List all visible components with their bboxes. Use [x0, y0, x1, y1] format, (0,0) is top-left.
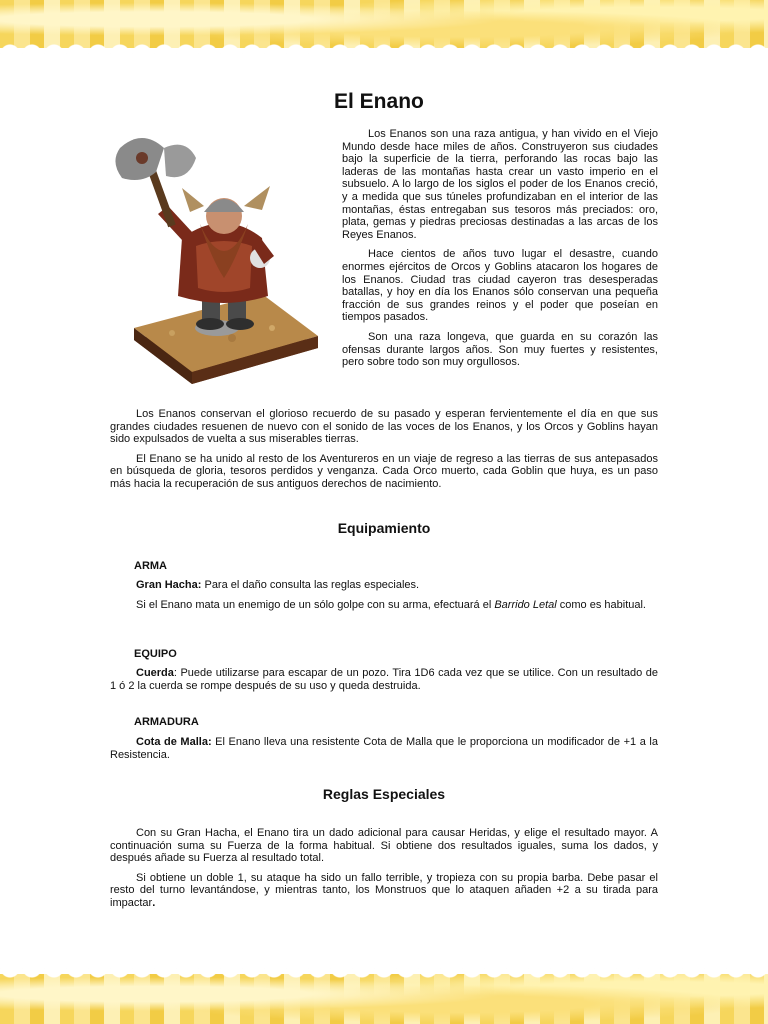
- arma-label: ARMA: [134, 560, 167, 572]
- intro-text: [342, 128, 658, 376]
- body-paragraph: El Enano se ha unido al resto de los Aventureros en un viaje de regreso a las tierras de sus antepasados en búsqueda de gloria, tesoros perdidos y venganza. Cada Orco muerto, cada Goblin que huya, es un paso más hacia la recuperación de sus antiguos derechos de nacimiento.: [110, 452, 658, 490]
- equipo-item-name: Cuerda: [136, 667, 174, 679]
- equipo-label: EQUIPO: [134, 648, 177, 660]
- decorative-border-top: [0, 0, 768, 48]
- intro-paragraph: Son una raza longeva, que guarda en su corazón las ofensas durante largos años. Son muy fuertes y resistentes, pero sobre todo son muy orgullosos.: [342, 330, 658, 369]
- equipo-item-text: : Puede utilizarse para escapar de un pozo. Tira 1D6 cada vez que se utilice. Con un resultado de 1 ó 2 la cuerda se rompe después de su uso y queda destruida.: [110, 667, 658, 692]
- reglas-section: [110, 827, 658, 917]
- armadura-label: ARMADURA: [134, 716, 199, 728]
- armadura-item-name: Cota de Malla:: [136, 736, 212, 748]
- body-paragraph: Los Enanos conservan el glorioso recuerdo de su pasado y esperan fervientemente el día en que sus grandes ciudades resuenen de nuevo con el sonido de las voces de los Enanos, y los Orcos y Goblins hayan sido expulsados de vuelta a sus miserables tierras.: [110, 408, 658, 446]
- reglas-paragraph: [110, 872, 658, 910]
- arma-rule: [110, 599, 658, 612]
- dwarf-miniature-image: [112, 128, 322, 388]
- arma-section: [110, 579, 658, 618]
- intro-paragraph: Los Enanos son una raza antigua, y han vivido en el Viejo Mundo desde hace miles de años. Construyeron sus ciudades bajo la superficie de la tierra, perforando las rocas bajo las laderas de las montañas hasta crear un vasto imperio en el subsuelo. A lo largo de los siglos el poder de los Enanos creció, y a medida que sus túneles profundizaban en el interior de las montañas, éstas entregaban sus tesoros más preciados: oro, plata, gemas y piedras preciosas destinadas a las arcas de los Reyes Enanos.: [342, 128, 658, 241]
- arma-rule-end: como es habitual.: [556, 598, 646, 611]
- arma-item-text: Para el daño consulta las reglas especiales.: [201, 579, 420, 591]
- reglas-heading: Reglas Especiales: [322, 786, 446, 802]
- arma-rule-text: Si el Enano mata un enemigo de un sólo golpe con su arma, efectuará el: [136, 598, 495, 611]
- barrido-letal-term: Barrido Letal: [494, 598, 557, 611]
- page-title: El Enano: [334, 90, 424, 113]
- armadura-section: [110, 736, 658, 768]
- armadura-item: [110, 736, 658, 761]
- reglas-paragraph-text: Si obtiene un doble 1, su ataque ha sido un fallo terrible, y tropieza con su propia barba. Debe pasar el resto del turno levantándose, y mientras tanto, los Monstruos que lo ataquen añaden +2 a su tirada para impactar: [110, 871, 658, 909]
- equipamiento-heading: Equipamiento: [337, 520, 431, 536]
- body-text: [110, 408, 658, 498]
- reglas-paragraph-end: .: [152, 896, 156, 909]
- equipo-item: [110, 667, 658, 692]
- intro-paragraph: Hace cientos de años tuvo lugar el desastre, cuando enormes ejércitos de Orcos y Goblins atacaron los hogares de los Enanos. Ciudad tras ciudad cayeron tras desesperadas batallas, y hoy en día los Enanos sólo conservan una pequeña fracción de sus grandes reinos y el poder que poseían en tiempos pasados.: [342, 248, 658, 324]
- equipo-section: [110, 667, 658, 699]
- armadura-item-text: El Enano lleva una resistente Cota de Malla que le proporciona un modificador de +1 a la Resistencia.: [110, 736, 658, 761]
- decorative-border-bottom: [0, 974, 768, 1024]
- arma-item: [110, 579, 658, 592]
- arma-item-name: Gran Hacha:: [136, 579, 202, 591]
- reglas-paragraph: Con su Gran Hacha, el Enano tira un dado adicional para causar Heridas, y elige el resultado mayor. A continuación suma su Fuerza de la forma habitual. Si obtiene dos resultados iguales, suma los dados, y después añade su Fuerza al resultado total.: [110, 827, 658, 865]
